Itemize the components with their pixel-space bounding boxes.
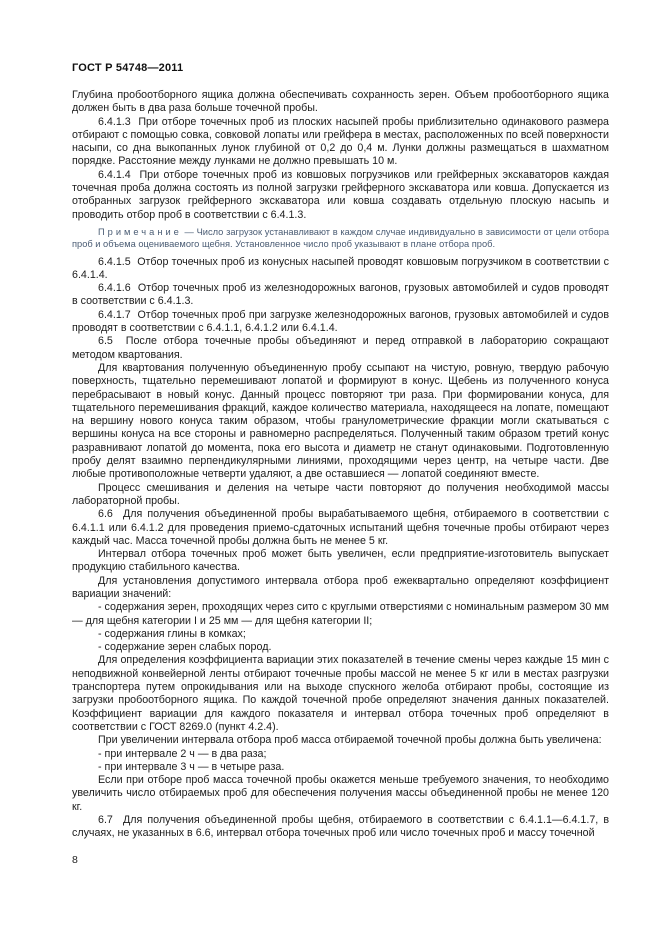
body-paragraph: Если при отборе проб масса точечной пробы окажется меньше требуемого значения, то необходимо увеличить число отбираемых проб для обеспечения получения массы объединенной пробы не менее 120 кг.: [72, 774, 609, 813]
body-paragraph: 6.7 Для получения объединенной пробы щебня, отбираемого в соответствии с 6.4.1.1—6.4.1.7, в случаях, не указанных в 6.6, интервал отбора точечных проб или число точечных проб и массу точечной: [72, 814, 609, 840]
document-body: [72, 89, 609, 841]
document-header-title: ГОСТ Р 54748—2011: [72, 62, 184, 74]
body-paragraph: 6.4.1.4 При отборе точечных проб из ковшовых погрузчиков или грейферных экскаваторов каждая точечная проба должна состоять из полной загрузки грейферного экскаватора или ковша. Допускается из отобранных загрузок грейферного экскаватора или ковша создавать отдельную плоскую насыпь и проводить отбор проб в соответствии с 6.4.1.3.: [72, 168, 609, 221]
body-paragraph: 6.5 После отбора точечные пробы объединяют и перед отправкой в лабораторию сокращают методом квартования.: [72, 335, 609, 361]
body-paragraph: Для установления допустимого интервала отбора проб ежеквартально определяют коэффициент вариации значений:: [72, 574, 609, 600]
note-label: Примечание: [98, 226, 182, 237]
list-item-paragraph: - при интервале 2 ч — в два раза;: [98, 747, 267, 760]
body-paragraph: 6.4.1.6 Отбор точечных проб из железнодорожных вагонов, грузовых автомобилей и судов проводят в соответствии с 6.4.1.3.: [72, 282, 609, 308]
body-paragraph: Глубина пробоотборного ящика должна обеспечивать сохранность зерен. Объем пробоотборного ящика должен быть в два раза больше точечной пробы.: [72, 89, 609, 115]
list-item-paragraph: - при интервале 3 ч — в четыре раза.: [98, 760, 285, 773]
page-number: 8: [72, 854, 78, 866]
body-paragraph: Для определения коэффициента вариации этих показателей в течение смены через каждые 15 мин с неподвижной конвейерной ленты отбирают точечные пробы массой не менее 5 кг или в местах разгрузки транспортера путем опрокидывания или на выходе спускного желоба отбирают пробы, состоящие из загрузки пробоотборного ящика. По каждой точечной пробе определяют значения данных показателей. Коэффициент вариации для каждого показателя и интервал отбора точечных проб определяют в соответствии с ГОСТ 8269.0 (пункт 4.2.4).: [72, 654, 609, 733]
body-paragraph: Интервал отбора точечных проб может быть увеличен, если предприятие-изготовитель выпускает продукцию стабильного качества.: [72, 548, 609, 574]
body-paragraph: 6.4.1.7 Отбор точечных проб при загрузке железнодорожных вагонов, грузовых автомобилей и судов проводят в соответствии с 6.4.1.1, 6.4.1.2 или 6.4.1.4.: [72, 308, 609, 335]
body-paragraph: Процесс смешивания и деления на четыре части повторяют до получения необходимой массы лабораторной пробы.: [72, 481, 609, 507]
body-paragraph: 6.6 Для получения объединенной пробы вырабатываемого щебня, отбираемого в соответствии с 6.4.1.1 или 6.4.1.2 для проведения приемо-сдаточных испытаний щебня точечные пробы отбирают через каждый час. Масса точечной пробы должна быть не менее 5 кг.: [72, 508, 609, 547]
body-paragraph: При увеличении интервала отбора проб масса отбираемой точечной пробы должна быть увеличена:: [98, 734, 602, 747]
body-paragraph: Для квартования полученную объединенную пробу ссыпают на чистую, ровную, твердую рабочую поверхность, тщательно перемешивают лопатой и формируют в конус. Щебень из полученного конуса перебрасывают в новый конус. Данный процесс повторяют три раза. При формировании конуса, для тщательного перемешивания фракций, каждое количество материала, находящееся на лопате, помещают на вершину нового конуса таким образом, чтобы гранулометрические фракции могли скатываться с вершины конуса на все стороны и равномерно распределяться. Полученный таким образом третий конус разравнивают лопатой до момента, пока его высота и диаметр не станут одинаковыми. Подготовленную пробу делят взаимно перпендикулярными линиями, проходящими через центр, на четыре части. Две любые противоположные четверти удаляют, а две оставшиеся — лопатой соединяют вместе.: [72, 361, 609, 481]
body-paragraph: 6.4.1.5 Отбор точечных проб из конусных насыпей проводят ковшовым погрузчиком в соответствии с 6.4.1.4.: [72, 255, 609, 281]
list-item-paragraph: - содержания зерен, проходящих через сито с круглыми отверстиями с номинальным размером 30 мм — для щебня категории I и 25 мм — для щебня категории II;: [72, 601, 609, 627]
note-paragraph: Примечание — Число загрузок устанавливают в каждом случае индивидуально в зависимости от цели отбора проб и объема оцениваемого щебня. Установленное число проб указывают в плане отбора проб.: [72, 226, 609, 250]
list-item-paragraph: - содержания глины в комках;: [98, 627, 246, 640]
body-paragraph: 6.4.1.3 При отборе точечных проб из плоских насыпей пробы приблизительно одинакового размера отбирают с помощью совка, совковой лопаты или грейфера в местах, расположенных по всей поверхности насыпи, со дна выкопанных лунок глубиной от 0,2 до 0,4 м. Лунки должны размещаться в шахматном порядке. Расстояние между лунками не должно превышать 10 м.: [72, 115, 609, 168]
list-item-paragraph: - содержание зерен слабых пород.: [98, 641, 272, 654]
